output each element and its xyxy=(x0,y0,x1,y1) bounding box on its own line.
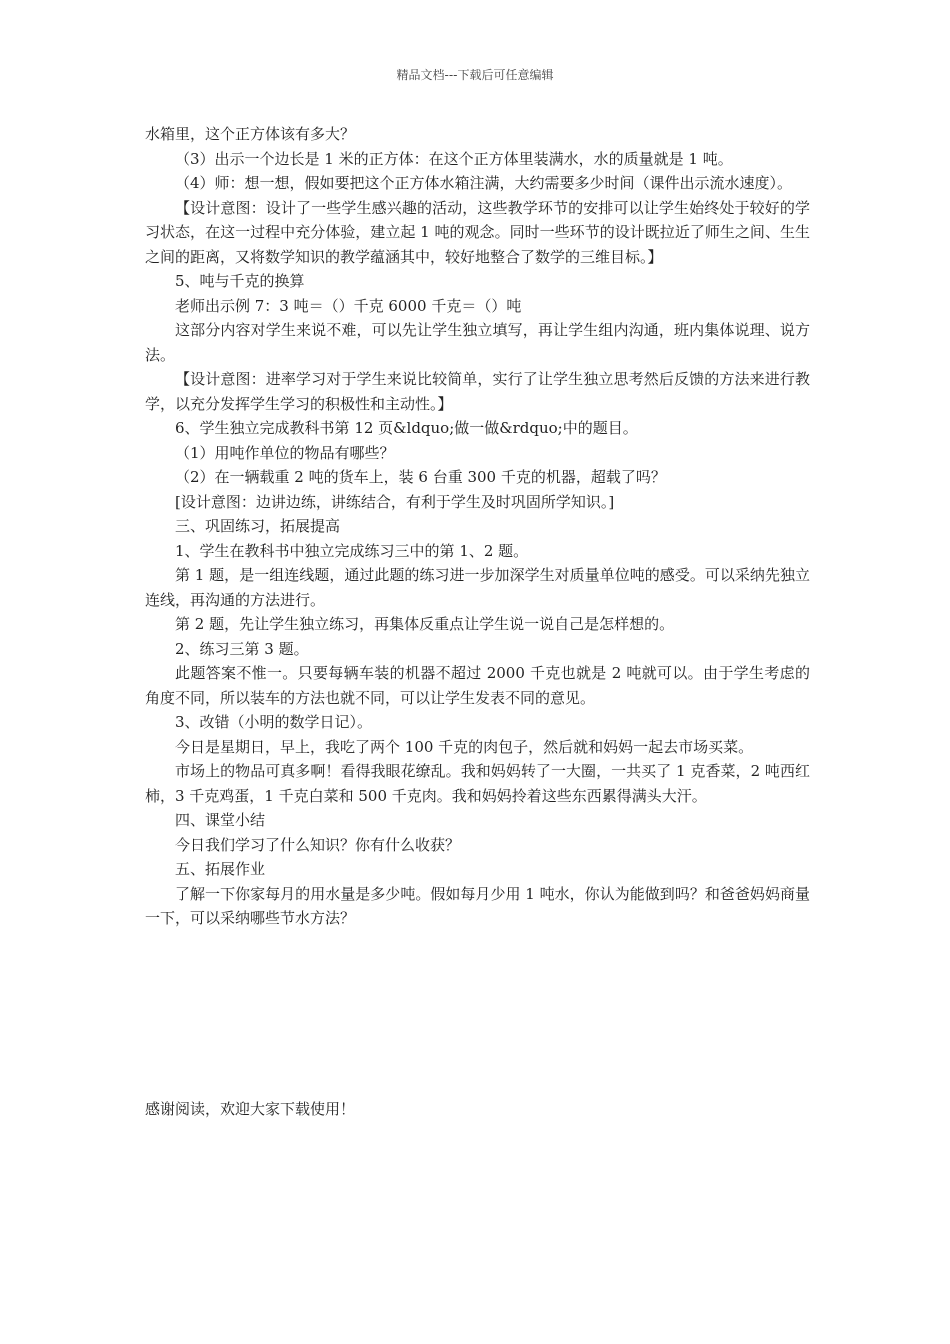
page-header: 精品文档---下载后可任意编辑 xyxy=(396,68,554,82)
paragraph: 水箱里，这个正方体该有多大？ xyxy=(145,125,356,143)
paragraph: （1）用吨作单位的物品有哪些？ xyxy=(175,443,395,462)
section-heading: 2、练习三第 3 题。 xyxy=(175,639,309,658)
paragraph: 了解一下你家每月的用水量是多少吨。假如每月少用 1 吨水，你认为能做到吗？和爸爸妈妈商量一下，可以采纳哪些节水方法？ xyxy=(145,884,810,927)
paragraph: 老师出示例 7：3 吨＝（）千克 6000 千克＝（）吨 xyxy=(175,296,522,315)
paragraph: （4）师：想一想，假如要把这个正方体水箱注满，大约需要多少时间（课件出示流水速度）。 xyxy=(175,174,793,192)
paragraph: 这部分内容对学生来说不难，可以先让学生独立填写，再让学生组内沟通，班内集体说理、说方法。 xyxy=(145,321,810,364)
section-heading: 5、吨与千克的换算 xyxy=(175,272,305,290)
design-intent-paragraph: 【设计意图：设计了一些学生感兴趣的活动，这些教学环节的安排可以让学生始终处于较好的学习状态，在这一过程中充分体验，建立起 1 吨的观念。同时一些环节的设计既拉近了师生之间、生生之间的距离，又将数学知识的教学蕴涵其中，较好地整合了数学的三维目标。】 xyxy=(145,198,810,266)
paragraph: 今日我们学习了什么知识？你有什么收获？ xyxy=(175,835,461,854)
section-heading: 3、改错（小明的数学日记）。 xyxy=(175,713,373,731)
paragraph: 今日是星期日，早上，我吃了两个 100 千克的肉包子，然后就和妈妈一起去市场买菜。 xyxy=(175,737,754,756)
page-footer: 感谢阅读，欢迎大家下载使用！ xyxy=(145,1100,356,1118)
paragraph: （3）出示一个边长是 1 米的正方体：在这个正方体里装满水，水的质量就是 1 吨。 xyxy=(175,149,733,168)
design-intent-paragraph: [设计意图：边讲边练，讲练结合，有利于学生及时巩固所学知识。] xyxy=(175,492,615,511)
section-heading: 五、拓展作业 xyxy=(175,860,266,878)
design-intent-paragraph: 【设计意图：进率学习对于学生来说比较简单，实行了让学生独立思考然后反馈的方法来进行教学，以充分发挥学生学习的积极性和主动性。】 xyxy=(145,370,810,413)
paragraph: 市场上的物品可真多啊！看得我眼花缭乱。我和妈妈转了一大圈，一共买了 1 克香菜，2 吨西红柿，3 千克鸡蛋，1 千克白菜和 500 千克肉。我和妈妈拎着这些东西累得满头大汗。 xyxy=(145,762,810,805)
section-heading: 6、学生独立完成教科书第 12 页&ldquo;做一做&rdquo;中的题目。 xyxy=(175,419,638,437)
paragraph: 此题答案不惟一。只要每辆车装的机器不超过 2000 千克也就是 2 吨就可以。由于学生考虑的角度不同，所以装车的方法也就不同，可以让学生发表不同的意见。 xyxy=(145,664,810,707)
paragraph: 1、学生在教科书中独立完成练习三中的第 1、2 题。 xyxy=(175,541,529,560)
paragraph: 第 2 题，先让学生独立练习，再集体反重点让学生说一说自己是怎样想的。 xyxy=(175,615,675,633)
paragraph: （2）在一辆载重 2 吨的货车上，装 6 台重 300 千克的机器，超载了吗？ xyxy=(175,468,666,486)
document-body xyxy=(145,122,810,931)
paragraph: 第 1 题，是一组连线题，通过此题的练习进一步加深学生对质量单位吨的感受。可以采纳先独立连线，再沟通的方法进行。 xyxy=(145,566,810,609)
section-heading: 三、巩固练习，拓展提高 xyxy=(175,517,341,535)
section-heading: 四、课堂小结 xyxy=(175,811,266,829)
